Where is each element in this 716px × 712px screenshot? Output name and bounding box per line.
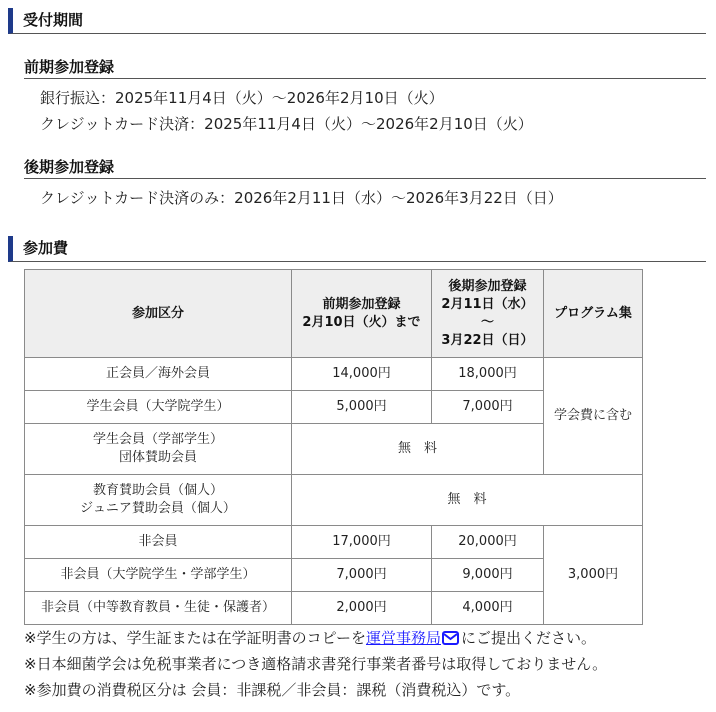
late-fee: 20,000円 <box>432 526 544 559</box>
late-fee: 4,000円 <box>432 592 544 625</box>
late-fee: 18,000円 <box>432 358 544 391</box>
table-row <box>25 526 643 559</box>
row-category: 非会員（大学院学生・学部学生） <box>25 559 292 592</box>
row-category: 非会員 <box>25 526 292 559</box>
fee-table-header-row <box>25 270 643 358</box>
mail-icon[interactable] <box>442 630 459 650</box>
row-category: 正会員／海外会員 <box>25 358 292 391</box>
section-heading-fees: 参加費 <box>8 236 706 262</box>
subheading-late-registration: 後期参加登録 <box>24 157 706 179</box>
table-row <box>25 475 643 526</box>
fee-table <box>24 269 643 625</box>
early-fee: 5,000円 <box>292 391 432 424</box>
note-tax-invoice: ※日本細菌学会は免税事業者につき適格請求書発行事業者番号は取得しておりません。 <box>24 655 608 673</box>
header-late-registration: 後期参加登録 2月11日（水） ～ 3月22日（日） <box>432 270 544 358</box>
late-fee: 9,000円 <box>432 559 544 592</box>
early-bank-transfer-period: 銀行振込：2025年11月4日（火）～2026年2月10日（火） <box>40 89 444 107</box>
subheading-early-registration: 前期参加登録 <box>24 57 706 79</box>
free-fee: 無 料 <box>292 424 544 475</box>
note-student-documents <box>24 628 596 650</box>
free-fee: 無 料 <box>292 475 643 526</box>
header-early-registration: 前期参加登録 2月10日（火）まで <box>292 270 432 358</box>
program-fee-nonmembers: 3,000円 <box>544 526 643 625</box>
early-credit-card-period: クレジットカード決済：2025年11月4日（火）～2026年2月10日（火） <box>40 115 533 133</box>
note-consumption-tax: ※参加費の消費税区分は 会員：非課税／非会員：課税（消費税込）です。 <box>24 681 521 699</box>
early-fee: 17,000円 <box>292 526 432 559</box>
note-student-documents-prefix: ※学生の方は、学生証または在学証明書のコピーを <box>24 629 366 647</box>
note-student-documents-suffix: にご提出ください。 <box>461 629 597 647</box>
table-row <box>25 358 643 391</box>
row-category: 学生会員（学部学生） 団体賛助会員 <box>25 424 292 475</box>
early-fee: 7,000円 <box>292 559 432 592</box>
header-program: プログラム集 <box>544 270 643 358</box>
header-category: 参加区分 <box>25 270 292 358</box>
early-fee: 14,000円 <box>292 358 432 391</box>
row-category: 教育賛助会員（個人） ジュニア賛助会員（個人） <box>25 475 292 526</box>
early-fee: 2,000円 <box>292 592 432 625</box>
row-category: 非会員（中等教育教員・生徒・保護者） <box>25 592 292 625</box>
program-fee-members: 学会費に含む <box>544 358 643 475</box>
row-category: 学生会員（大学院学生） <box>25 391 292 424</box>
office-contact-link[interactable]: 運営事務局 <box>365 629 441 647</box>
section-heading-reception: 受付期間 <box>8 8 706 34</box>
late-credit-card-period: クレジットカード決済のみ：2026年2月11日（水）～2026年3月22日（日） <box>40 189 563 207</box>
late-fee: 7,000円 <box>432 391 544 424</box>
